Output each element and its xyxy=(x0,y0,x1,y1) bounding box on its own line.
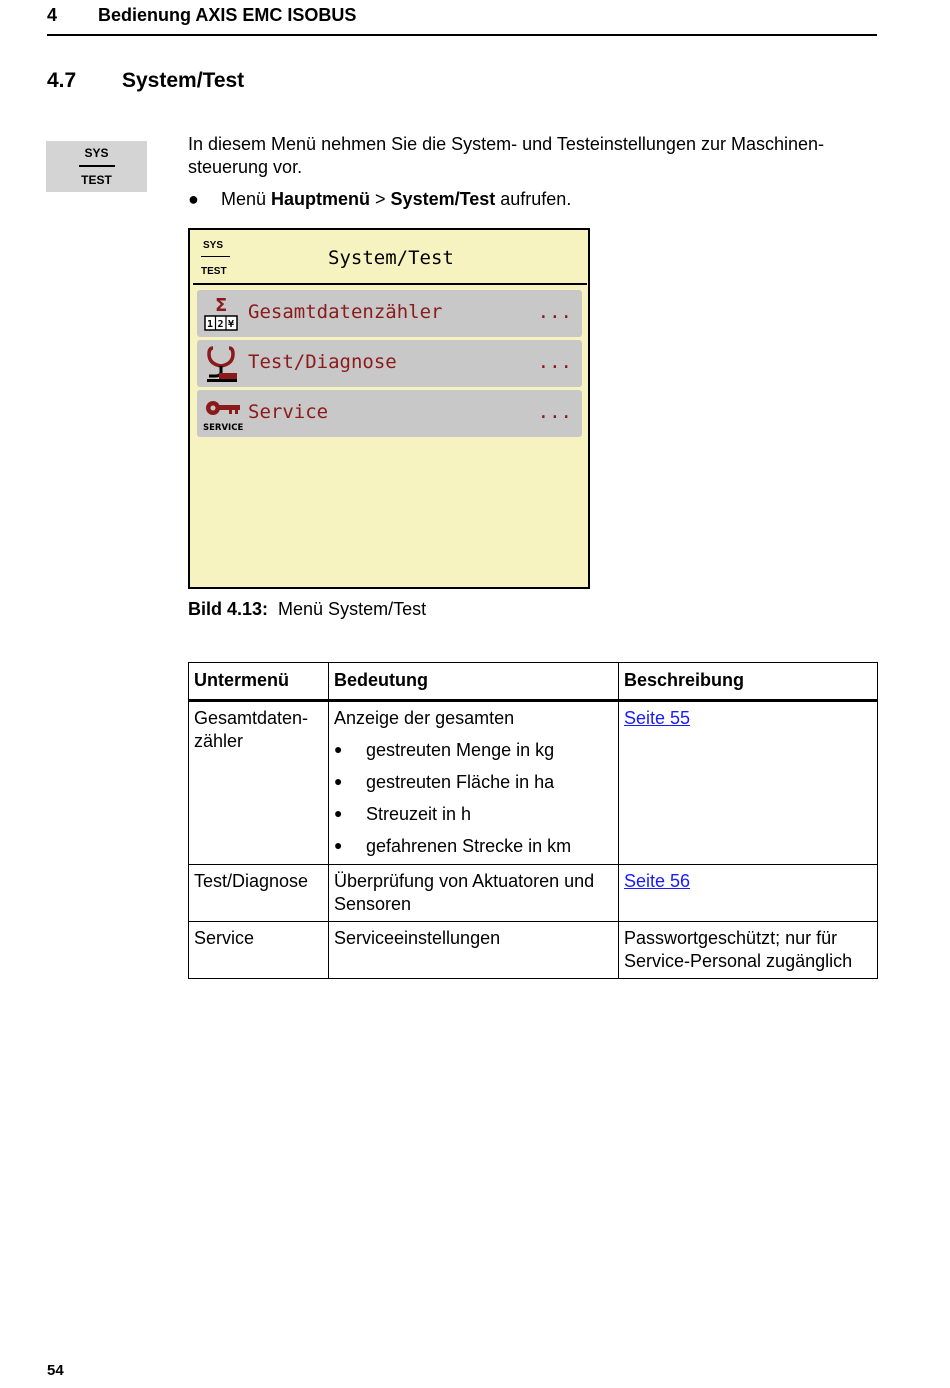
menu-item-more: ... xyxy=(537,301,572,323)
section-number: 4.7 xyxy=(47,69,77,92)
list-item: ● gestreuten Fläche in ha xyxy=(334,771,613,794)
table-header: Beschreibung xyxy=(619,663,878,701)
page-number: 54 xyxy=(47,1362,64,1379)
svg-text:¥: ¥ xyxy=(228,319,235,330)
menu-item-more: ... xyxy=(537,401,572,423)
table-cell-submenu: Gesamtdaten-zähler xyxy=(189,701,329,865)
menu-item-label: Service xyxy=(248,401,329,423)
table-row xyxy=(189,701,878,865)
table-row xyxy=(189,922,878,979)
caption-number: Bild 4.13: xyxy=(188,599,269,619)
table-header: Bedeutung xyxy=(329,663,619,701)
list-item: ● gefahrenen Strecke in km xyxy=(334,835,613,858)
chapter-title: Bedienung AXIS EMC ISOBUS xyxy=(98,5,357,25)
bullet-icon: ● xyxy=(188,189,199,209)
list-item: ● Streuzeit in h xyxy=(334,803,613,826)
menu-item-test-diagnose[interactable] xyxy=(197,340,582,387)
menu-item-label: Test/Diagnose xyxy=(248,351,397,373)
menu-item-gesamtdatenzaehler[interactable] xyxy=(197,290,582,337)
sys-test-icon xyxy=(46,141,147,192)
step-separator: > xyxy=(370,189,391,209)
table-cell-description xyxy=(619,701,878,865)
screen-sys-bar xyxy=(201,256,230,257)
meaning-list xyxy=(334,739,613,858)
menu-item-service[interactable] xyxy=(197,390,582,437)
sys-icon-label-bottom: TEST xyxy=(81,173,112,187)
svg-text:2: 2 xyxy=(217,319,224,330)
caption-text: Menü System/Test xyxy=(278,599,427,619)
step-system-test: System/Test xyxy=(390,189,496,209)
screen-title: System/Test xyxy=(328,247,454,269)
table-cell-submenu: Service xyxy=(189,922,329,979)
step-prefix: Menü xyxy=(221,189,272,209)
counter-sigma-icon xyxy=(203,294,243,334)
list-item: ● gestreuten Menge in kg xyxy=(334,739,613,762)
table-cell-meaning: Serviceeinstellungen xyxy=(329,922,619,979)
svg-text:Σ: Σ xyxy=(215,295,228,316)
figure-caption xyxy=(188,599,426,620)
stethoscope-icon xyxy=(203,344,243,384)
sys-icon-bar xyxy=(79,165,115,167)
terminal-screen xyxy=(188,228,590,589)
service-key-icon xyxy=(203,394,243,434)
header-divider xyxy=(47,34,877,36)
screen-sys-label: SYS xyxy=(203,240,224,251)
step-suffix: aufrufen. xyxy=(495,189,572,209)
menu-item-more: ... xyxy=(537,351,572,373)
intro-text: In diesem Menü nehmen Sie die System- und Testeinstellungen zur Maschinen-steuerung vor. xyxy=(188,134,825,177)
table-cell-meaning xyxy=(329,701,619,865)
screen-test-label: TEST xyxy=(201,266,227,277)
screen-title-rule xyxy=(193,283,587,285)
table-header: Untermenü xyxy=(189,663,329,701)
step-main-menu: Hauptmenü xyxy=(271,189,371,209)
table-header-row xyxy=(189,663,878,701)
sys-icon-label-top: SYS xyxy=(84,146,109,160)
instruction-step xyxy=(188,188,571,211)
table-row xyxy=(189,865,878,922)
meaning-text: Anzeige der gesamten xyxy=(334,708,515,728)
service-icon-text: SERVICE xyxy=(203,423,243,433)
section-title: System/Test xyxy=(122,69,245,92)
table-cell-submenu: Test/Diagnose xyxy=(189,865,329,922)
table-cell-description xyxy=(619,865,878,922)
menu-item-label: Gesamtdatenzähler xyxy=(248,301,443,323)
chapter-number: 4 xyxy=(47,5,58,25)
table-cell-description: Passwortgeschützt; nur für Service-Personal zugänglich xyxy=(619,922,878,979)
page-link[interactable]: Seite 55 xyxy=(624,708,691,728)
page-link[interactable]: Seite 56 xyxy=(624,871,691,891)
submenu-table xyxy=(188,662,878,979)
svg-text:1: 1 xyxy=(207,319,214,330)
table-cell-meaning: Überprüfung von Aktuatoren und Sensoren xyxy=(329,865,619,922)
